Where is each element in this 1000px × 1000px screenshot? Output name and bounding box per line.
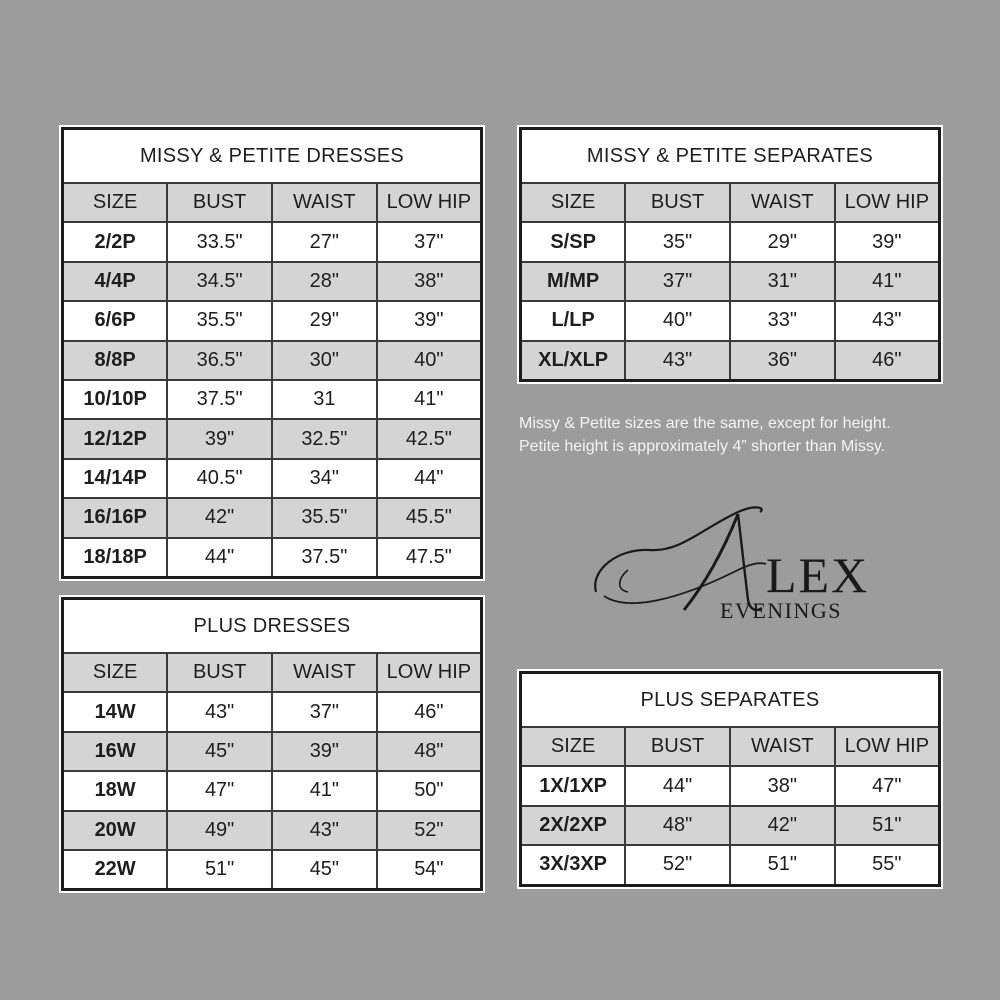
table-row (63, 498, 482, 537)
measurement-cell: 33" (730, 301, 835, 340)
measurement-cell: 38" (377, 262, 482, 301)
size-cell: L/LP (521, 301, 626, 340)
table-title: PLUS DRESSES (63, 599, 482, 654)
measurement-cell: 34.5" (167, 262, 272, 301)
measurement-cell: 48" (377, 732, 482, 771)
measurement-cell: 42.5" (377, 419, 482, 458)
size-cell: 6/6P (63, 301, 168, 340)
size-cell: 22W (63, 850, 168, 890)
table-row (521, 766, 940, 805)
table-row (521, 301, 940, 340)
measurement-cell: 51" (835, 806, 940, 845)
size-cell: XL/XLP (521, 341, 626, 381)
size-cell: 1X/1XP (521, 766, 626, 805)
plus-dresses-table (61, 597, 483, 891)
size-cell: 18/18P (63, 538, 168, 578)
measurement-cell: 47.5" (377, 538, 482, 578)
table-header-row (521, 727, 940, 766)
column-header: WAIST (730, 183, 835, 222)
table-title: MISSY & PETITE DRESSES (63, 129, 482, 184)
measurement-cell: 37" (377, 222, 482, 261)
table-row (521, 341, 940, 381)
table-row (521, 806, 940, 845)
table-row (63, 811, 482, 850)
measurement-cell: 31 (272, 380, 377, 419)
column-header: LOW HIP (835, 183, 940, 222)
measurement-cell: 33.5" (167, 222, 272, 261)
measurement-cell: 41" (835, 262, 940, 301)
size-cell: 16W (63, 732, 168, 771)
size-cell: 16/16P (63, 498, 168, 537)
plus-separates-table (519, 671, 941, 887)
column-header: BUST (167, 653, 272, 692)
sizing-note (519, 412, 989, 458)
size-cell: 4/4P (63, 262, 168, 301)
sizing-note-line-1: Missy & Petite sizes are the same, except for height. (519, 415, 891, 432)
column-header: SIZE (521, 727, 626, 766)
measurement-cell: 47" (167, 771, 272, 810)
table-row (63, 538, 482, 578)
measurement-cell: 45" (167, 732, 272, 771)
column-header: LOW HIP (377, 183, 482, 222)
measurement-cell: 29" (730, 222, 835, 261)
measurement-cell: 39" (167, 419, 272, 458)
table-row (63, 380, 482, 419)
table-row (521, 845, 940, 885)
size-cell: M/MP (521, 262, 626, 301)
measurement-cell: 48" (625, 806, 730, 845)
size-cell: 14/14P (63, 459, 168, 498)
measurement-cell: 51" (730, 845, 835, 885)
missy-petite-dresses-table (61, 127, 483, 579)
size-cell: 10/10P (63, 380, 168, 419)
size-cell: S/SP (521, 222, 626, 261)
measurement-cell: 46" (377, 692, 482, 731)
table-header-row (521, 183, 940, 222)
column-header: WAIST (730, 727, 835, 766)
column-header: SIZE (521, 183, 626, 222)
table-row (63, 262, 482, 301)
column-header: BUST (167, 183, 272, 222)
measurement-cell: 43" (167, 692, 272, 731)
measurement-cell: 32.5" (272, 419, 377, 458)
column-header: BUST (625, 183, 730, 222)
measurement-cell: 37" (625, 262, 730, 301)
table-row (521, 222, 940, 261)
table-row (63, 459, 482, 498)
measurement-cell: 34" (272, 459, 377, 498)
column-header: WAIST (272, 653, 377, 692)
size-cell: 8/8P (63, 341, 168, 380)
measurement-cell: 55" (835, 845, 940, 885)
table-title: MISSY & PETITE SEPARATES (521, 129, 940, 184)
measurement-cell: 43" (625, 341, 730, 381)
measurement-cell: 49" (167, 811, 272, 850)
measurement-cell: 36.5" (167, 341, 272, 380)
size-cell: 20W (63, 811, 168, 850)
measurement-cell: 29" (272, 301, 377, 340)
sizing-note-line-2: Petite height is approximately 4” shorter than Missy. (519, 438, 886, 455)
measurement-cell: 40.5" (167, 459, 272, 498)
measurement-cell: 28" (272, 262, 377, 301)
measurement-cell: 37.5" (167, 380, 272, 419)
table-row (63, 771, 482, 810)
measurement-cell: 27" (272, 222, 377, 261)
measurement-cell: 50" (377, 771, 482, 810)
logo-sub-text: EVENINGS (720, 598, 842, 623)
measurement-cell: 35" (625, 222, 730, 261)
table-title: PLUS SEPARATES (521, 673, 940, 728)
table-header-row (63, 653, 482, 692)
measurement-cell: 39" (835, 222, 940, 261)
column-header: LOW HIP (835, 727, 940, 766)
measurement-cell: 47" (835, 766, 940, 805)
size-cell: 2X/2XP (521, 806, 626, 845)
alex-evenings-logo-icon (588, 500, 878, 630)
measurement-cell: 39" (272, 732, 377, 771)
measurement-cell: 39" (377, 301, 482, 340)
measurement-cell: 46" (835, 341, 940, 381)
table-row (63, 692, 482, 731)
measurement-cell: 42" (167, 498, 272, 537)
table-row (63, 850, 482, 890)
measurement-cell: 31" (730, 262, 835, 301)
measurement-cell: 44" (625, 766, 730, 805)
measurement-cell: 52" (377, 811, 482, 850)
measurement-cell: 36" (730, 341, 835, 381)
measurement-cell: 45" (272, 850, 377, 890)
measurement-cell: 37" (272, 692, 377, 731)
table-row (63, 341, 482, 380)
measurement-cell: 37.5" (272, 538, 377, 578)
measurement-cell: 35.5" (272, 498, 377, 537)
table-row (63, 222, 482, 261)
measurement-cell: 38" (730, 766, 835, 805)
column-header: WAIST (272, 183, 377, 222)
measurement-cell: 40" (625, 301, 730, 340)
measurement-cell: 43" (272, 811, 377, 850)
size-cell: 18W (63, 771, 168, 810)
measurement-cell: 51" (167, 850, 272, 890)
column-header: SIZE (63, 653, 168, 692)
table-header-row (63, 183, 482, 222)
table-row (63, 301, 482, 340)
size-cell: 3X/3XP (521, 845, 626, 885)
measurement-cell: 52" (625, 845, 730, 885)
measurement-cell: 44" (167, 538, 272, 578)
column-header: BUST (625, 727, 730, 766)
logo-brand-text: LEX (766, 547, 870, 603)
table-row (63, 419, 482, 458)
size-cell: 2/2P (63, 222, 168, 261)
measurement-cell: 35.5" (167, 301, 272, 340)
table-row (63, 732, 482, 771)
measurement-cell: 30" (272, 341, 377, 380)
missy-petite-separates-table (519, 127, 941, 382)
table-row (521, 262, 940, 301)
measurement-cell: 41" (272, 771, 377, 810)
measurement-cell: 43" (835, 301, 940, 340)
measurement-cell: 45.5" (377, 498, 482, 537)
size-cell: 12/12P (63, 419, 168, 458)
measurement-cell: 44" (377, 459, 482, 498)
size-cell: 14W (63, 692, 168, 731)
measurement-cell: 54" (377, 850, 482, 890)
measurement-cell: 41" (377, 380, 482, 419)
column-header: LOW HIP (377, 653, 482, 692)
measurement-cell: 40" (377, 341, 482, 380)
column-header: SIZE (63, 183, 168, 222)
measurement-cell: 42" (730, 806, 835, 845)
